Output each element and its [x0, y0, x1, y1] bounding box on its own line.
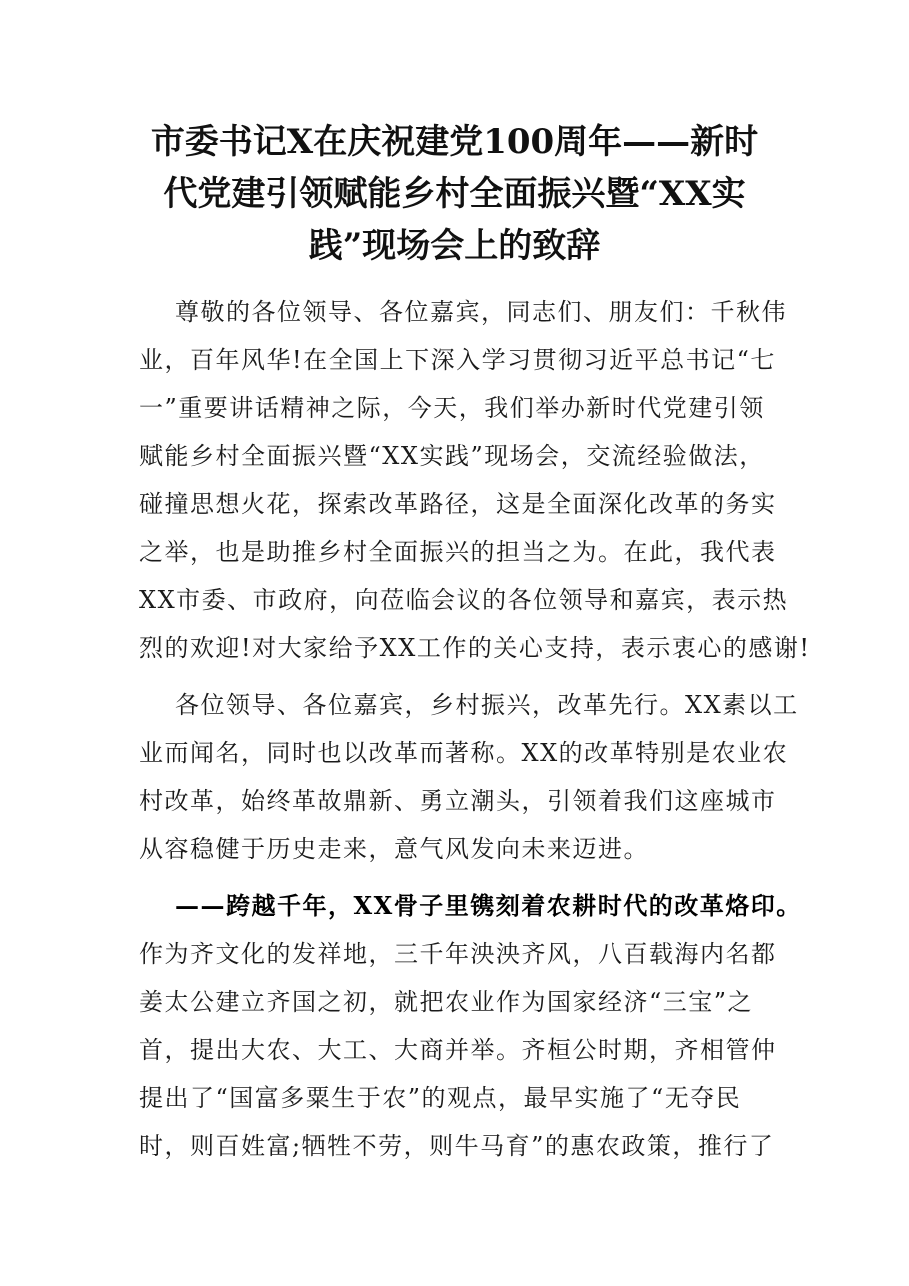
text-line: 碰撞思想火花，探索改革路径，这是全面深化改革的务实 [139, 490, 777, 518]
text-line: 业，百年风华!在全国上下深入学习贯彻习近平总书记“七 [139, 346, 776, 374]
paragraph-history [139, 882, 802, 1170]
text-line: 作为齐文化的发祥地，三千年泱泱齐风，八百载海内名都 [139, 940, 777, 968]
text-line: 各位领导、各位嘉宾，乡村振兴，改革先行。XX素以工 [175, 691, 799, 719]
text-line: 时，则百姓富;牺牲不劳，则牛马育”的惠农政策，推行了 [139, 1132, 775, 1160]
text-line: 村改革，始终革故鼎新、勇立潮头，引领着我们这座城市 [139, 787, 777, 815]
section-heading: ——跨越千年，XX骨子里镌刻着农耕时代的改革烙印。 [175, 891, 802, 920]
paragraph-greeting [139, 288, 811, 672]
text-line: 赋能乡村全面振兴暨“XX实践”现场会，交流经验做法， [139, 442, 765, 470]
title-line: 市委书记X在庆祝建党100周年——新时 [150, 122, 759, 162]
paragraph-reform [139, 681, 799, 873]
title-line: 践”现场会上的致辞 [308, 226, 601, 266]
text-line: 提出了“国富多粟生于农”的观点，最早实施了“无夺民 [139, 1084, 742, 1112]
text-line: 尊敬的各位领导、各位嘉宾，同志们、朋友们：千秋伟 [175, 298, 787, 326]
text-line: 从容稳健于历史走来，意气风发向未来迈进。 [139, 835, 649, 863]
text-line: 一”重要讲话精神之际，今天，我们举办新时代党建引领 [139, 394, 765, 422]
text-line: 烈的欢迎!对大家给予XX工作的关心支持，表示衷心的感谢! [139, 634, 811, 662]
document-title [120, 116, 789, 272]
text-line: 姜太公建立齐国之初，就把农业作为国家经济“三宝”之 [139, 988, 754, 1016]
text-line: 之举，也是助推乡村全面振兴的担当之为。在此，我代表 [139, 538, 777, 566]
title-line: 代党建引领赋能乡村全面振兴暨“XX实 [163, 174, 746, 214]
text-line: 业而闻名，同时也以改革而著称。XX的改革特别是农业农 [139, 739, 789, 767]
text-line: XX市委、市政府，向莅临会议的各位领导和嘉宾，表示热 [139, 586, 789, 614]
text-line: 首，提出大农、大工、大商并举。齐桓公时期，齐相管仲 [139, 1036, 777, 1064]
